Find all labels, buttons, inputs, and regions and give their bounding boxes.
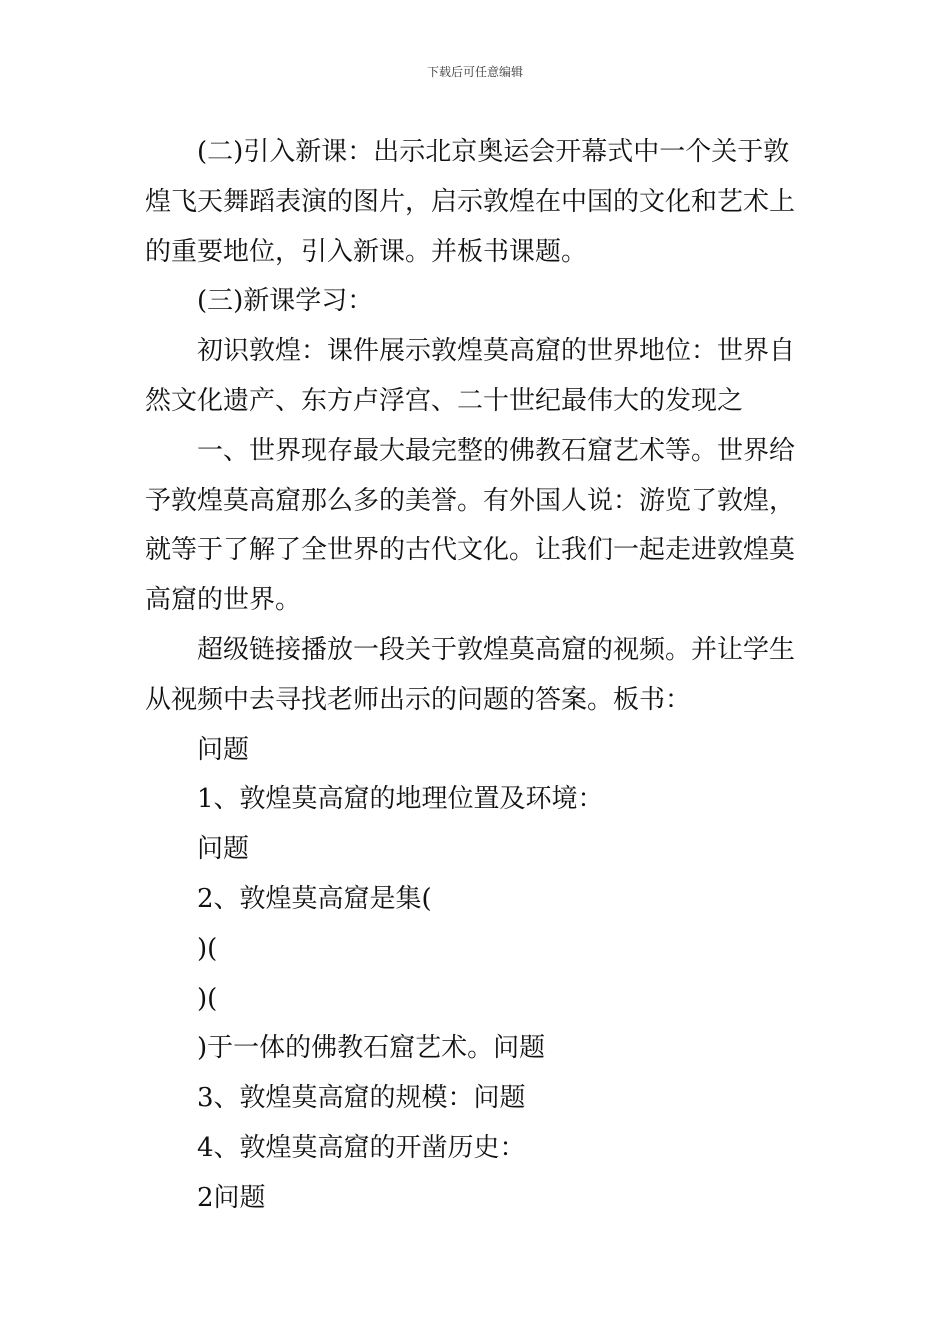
question-item: 2、敦煌莫高窟是集( <box>197 883 432 914</box>
document-body <box>145 128 810 1224</box>
question-item: 4、敦煌莫高窟的开凿历史： <box>197 1132 526 1163</box>
text-line: 然文化遗产、东方卢浮宫、二十世纪最伟大的发现之 <box>145 385 744 416</box>
page-header: 下载后可任意编辑 <box>426 65 523 79</box>
text-line: 初识敦煌：课件展示敦煌莫高窟的世界地位：世界自 <box>197 336 796 367</box>
section-heading: (三)新课学习： <box>197 286 374 317</box>
text-line: 的重要地位，引入新课。并板书课题。 <box>145 236 588 267</box>
text-line: 高窟的世界。 <box>145 585 302 616</box>
text-line: (二)引入新课：出示北京奥运会开幕式中一个关于敦 <box>197 137 790 167</box>
text-line: 就等于了解了全世界的古代文化。让我们一起走进敦煌莫 <box>145 535 796 566</box>
blank-line: )( <box>197 933 218 964</box>
text-line: 煌飞天舞蹈表演的图片，启示敦煌在中国的文化和艺术上 <box>145 186 796 217</box>
blank-line: )( <box>197 983 218 1014</box>
text-line: 从视频中去寻找老师出示的问题的答案。板书： <box>145 684 692 715</box>
text-line: 超级链接播放一段关于敦煌莫高窟的视频。并让学生 <box>197 634 796 665</box>
question-label: 2问题 <box>197 1182 266 1213</box>
question-item: 3、敦煌莫高窟的规模：问题 <box>197 1083 526 1114</box>
question-item: 1、敦煌莫高窟的地理位置及环境： <box>197 784 604 815</box>
text-line: 予敦煌莫高窟那么多的美誉。有外国人说：游览了敦煌， <box>145 485 796 516</box>
question-label: 问题 <box>197 834 250 865</box>
question-item: )于一体的佛教石窟艺术。问题 <box>197 1033 546 1064</box>
text-line: 一、世界现存最大最完整的佛教石窟艺术等。世界给 <box>197 435 796 466</box>
question-label: 问题 <box>197 734 250 765</box>
